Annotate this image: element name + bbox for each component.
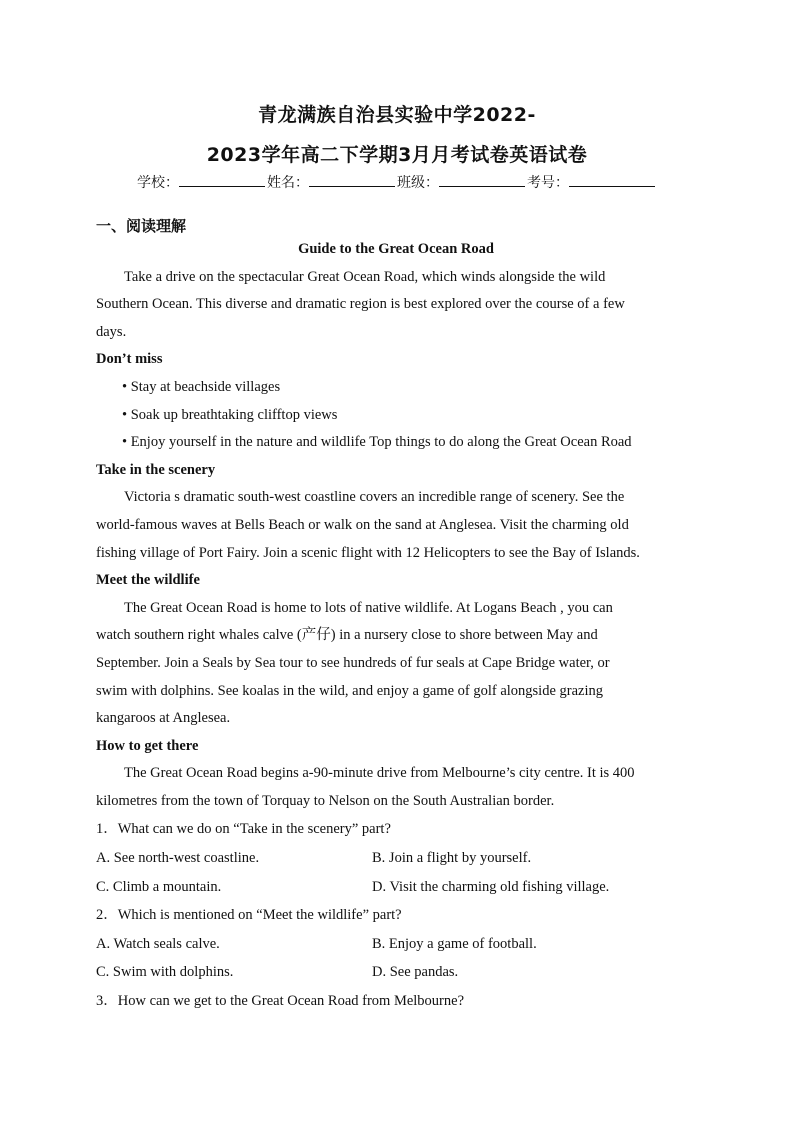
option-c[interactable]: C. Climb a mountain.	[96, 878, 222, 895]
intro-line: Southern Ocean. This diverse and dramatic region is best explored over the course of a few	[96, 296, 625, 313]
exam-number-label: 考号：	[527, 175, 569, 191]
option-d[interactable]: D. See pandas.	[372, 964, 459, 981]
wildlife-line: watch southern right whales calve (产仔) in a nursery close to shore between May and	[96, 627, 598, 644]
intro-line: days.	[96, 323, 127, 340]
exam-title-line-1: 青龙满族自治县实验中学2022-	[258, 104, 536, 126]
getting-there-line: kilometres from the town of Torquay to Nelson on the South Australian border.	[96, 792, 555, 809]
class-label: 班级：	[397, 175, 439, 191]
wildlife-line: swim with dolphins. See koalas in the wild, and enjoy a game of golf alongside grazing	[96, 682, 603, 699]
question-1: 1．What can we do on “Take in the scenery” part?	[96, 821, 391, 838]
name-blank[interactable]	[309, 173, 395, 187]
option-c[interactable]: C. Swim with dolphins.	[96, 964, 234, 981]
wildlife-heading: Meet the wildlife	[96, 572, 200, 589]
getting-there-line: The Great Ocean Road begins a-90-minute drive from Melbourne’s city centre. It is 400	[124, 765, 635, 782]
question-1-options-row	[96, 873, 696, 902]
option-b[interactable]: B. Join a flight by yourself.	[372, 850, 532, 867]
section-title: 一、阅读理解	[96, 217, 187, 235]
option-a[interactable]: A. See north-west coastline.	[96, 850, 260, 867]
exam-number-blank[interactable]	[569, 173, 655, 187]
passage-title: Guide to the Great Ocean Road	[298, 241, 494, 257]
intro-line: Take a drive on the spectacular Great Ocean Road, which winds alongside the wild	[124, 268, 606, 285]
scenery-line: world-famous waves at Bells Beach or walk on the sand at Anglesea. Visit the charming old	[96, 516, 629, 533]
dont-miss-item: • Enjoy yourself in the nature and wildlife Top things to do along the Great Ocean Road	[122, 434, 632, 451]
scenery-heading: Take in the scenery	[96, 461, 216, 478]
scenery-line: fishing village of Port Fairy. Join a scenic flight with 12 Helicopters to see the Bay of Islands.	[96, 544, 640, 561]
question-2-options-row	[96, 958, 696, 987]
wildlife-line: The Great Ocean Road is home to lots of native wildlife. At Logans Beach , you can	[124, 599, 613, 616]
class-blank[interactable]	[439, 173, 525, 187]
dont-miss-heading: Don’t miss	[96, 351, 163, 368]
reading-content	[96, 236, 696, 1016]
option-a[interactable]: A. Watch seals calve.	[96, 935, 220, 952]
question-3: 3．How can we get to the Great Ocean Road from Melbourne?	[96, 993, 465, 1010]
option-b[interactable]: B. Enjoy a game of football.	[372, 935, 537, 952]
name-label: 姓名：	[267, 175, 309, 191]
getting-there-heading: How to get there	[96, 737, 199, 754]
school-blank[interactable]	[179, 173, 265, 187]
scenery-line: Victoria s dramatic south-west coastline covers an incredible range of scenery. See the	[124, 489, 625, 506]
question-2: 2．Which is mentioned on “Meet the wildlife” part?	[96, 907, 402, 924]
question-2-options-row	[96, 930, 696, 959]
exam-title-line-2: 2023学年高二下学期3月月考试卷英语试卷	[206, 144, 588, 166]
wildlife-line: September. Join a Seals by Sea tour to see hundreds of fur seals at Cape Bridge water, or	[96, 654, 610, 671]
dont-miss-item: • Stay at beachside villages	[122, 378, 281, 395]
school-label: 学校：	[137, 175, 179, 191]
question-1-options-row	[96, 844, 696, 873]
student-info-row	[0, 172, 794, 192]
wildlife-line: kangaroos at Anglesea.	[96, 710, 231, 727]
option-d[interactable]: D. Visit the charming old fishing village.	[372, 878, 610, 895]
dont-miss-item: • Soak up breathtaking clifftop views	[122, 406, 338, 423]
